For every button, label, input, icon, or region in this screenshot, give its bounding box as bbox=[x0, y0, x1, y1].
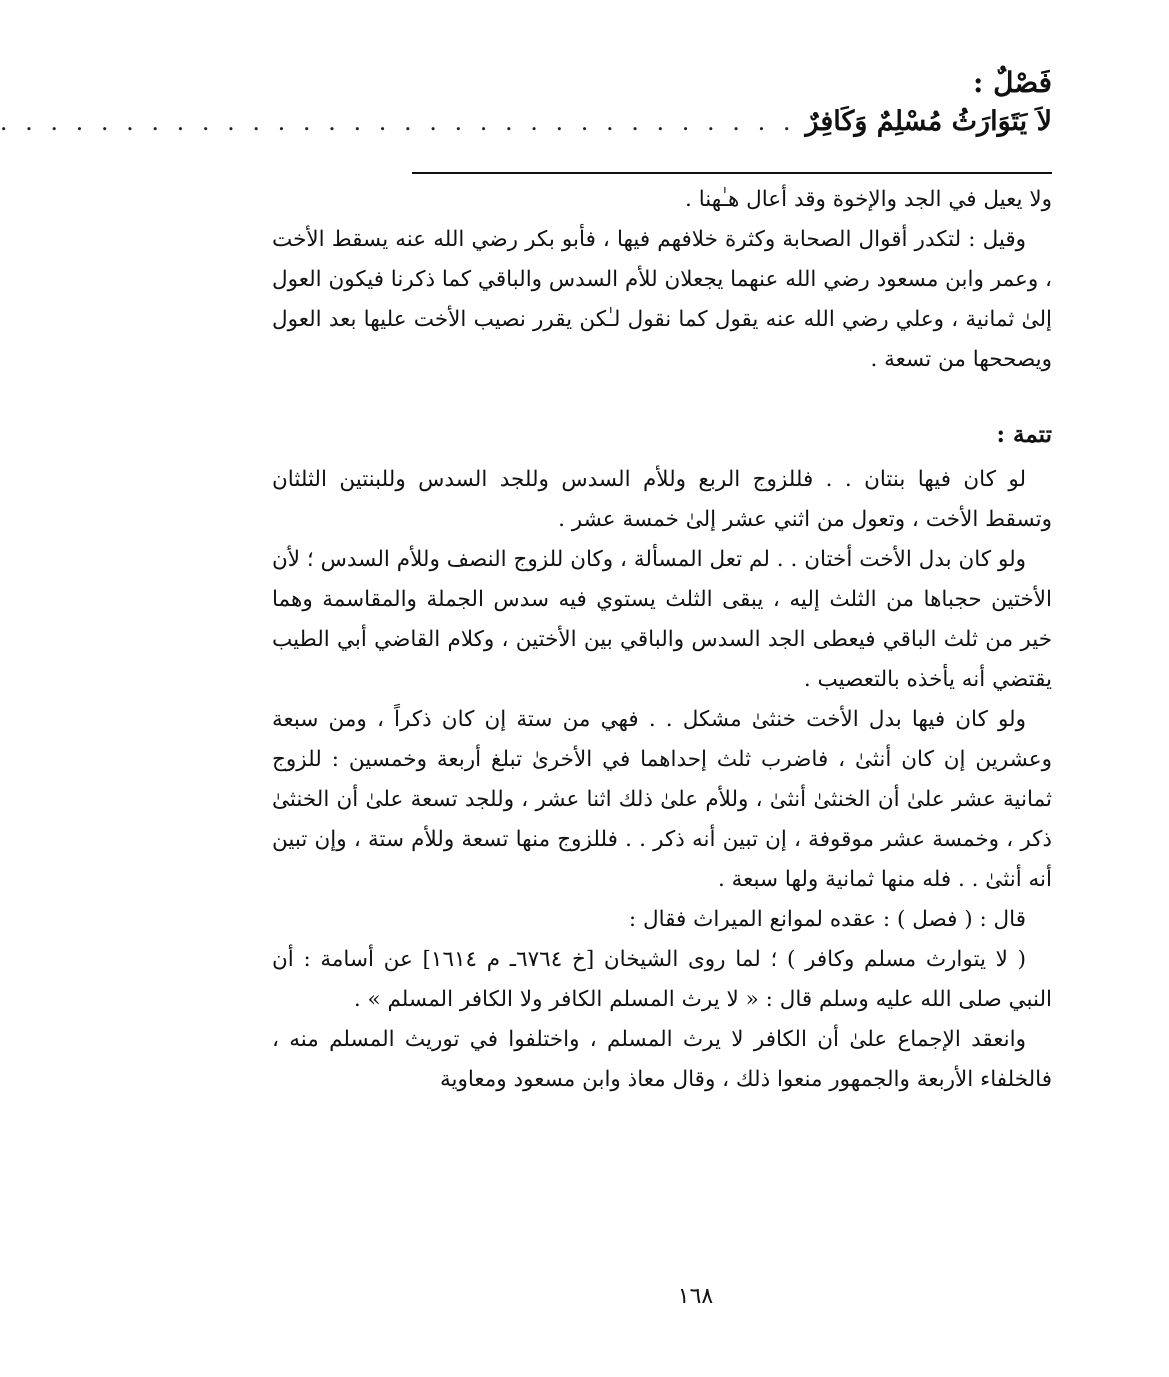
divider-rule bbox=[412, 172, 1052, 174]
paragraph: لو كان فيها بنتان . . فللزوج الربع وللأم السدس وللجد السدس وللبنتين الثلثان وتسقط الأخت ، وتعول من اثني عشر إلىٰ خمسة عشر . bbox=[272, 467, 1052, 532]
dotted-leader: . . . . . . . . . . . . . . . . . . . . . . . . . . . . . . . . bbox=[0, 108, 796, 136]
matn-line bbox=[0, 106, 1052, 170]
paragraph: قال : ( فصل ) : عقده لموانع الميراث فقال : bbox=[628, 907, 1026, 932]
paragraph: ( لا يتوارث مسلم وكافر ) ؛ لما روى الشيخان [خ ٦٧٦٤ـ م ١٦١٤] عن أسامة : أن النبي صلى الله عليه وسلم قال : « لا يرث المسلم الكافر ولا الكافر المسلم » . bbox=[272, 947, 1052, 1012]
spacer bbox=[272, 380, 1052, 410]
paragraph: ولو كان بدل الأخت أختان . . لم تعل المسألة ، وكان للزوج النصف وللأم السدس ؛ لأن الأختين حجباها من الثلث إليه ، يبقى الثلث يستوي فيه سدس الجملة والمقاسمة وهما خير من ثلث الباقي فيعطى الجد السدس والباقي بين الأختين ، وكلام القاضي أبي الطيب يقتضي أنه يأخذه بالتعصيب . bbox=[272, 547, 1052, 692]
tatimma-heading: تتمة : bbox=[996, 421, 1052, 448]
page-content bbox=[0, 60, 1052, 1100]
paragraph: وانعقد الإجماع علىٰ أن الكافر لا يرث المسلم ، واختلفوا في توريث المسلم منه ، فالخلفاء الأربعة والجمهور منعوا ذلك ، وقال معاذ وابن مسعود ومعاوية bbox=[272, 1027, 1052, 1092]
matn-text: لاَ يَتَوَارَثُ مُسْلِمٌ وَكَافِرٌ bbox=[805, 106, 1052, 137]
paragraph: ولا يعيل في الجد والإخوة وقد أعال هـٰهنا . bbox=[685, 187, 1052, 212]
paragraph: ولو كان فيها بدل الأخت خنثىٰ مشكل . . فهي من ستة إن كان ذكراً ، ومن سبعة وعشرين إن كان أنثىٰ ، فاضرب ثلث إحداهما في الأخرىٰ تبلغ أربعة وخمسين : للزوج ثمانية عشر علىٰ أن الخنثىٰ أنثىٰ ، وللأم علىٰ ذلك اثنا عشر ، وللجد تسعة علىٰ أن الخنثىٰ ذكر ، وخمسة عشر موقوفة ، إن تبين أنه ذكر . . فللزوج منها تسعة وللأم ستة ، وإن تبين أنه أنثىٰ . . فله منها ثمانية ولها سبعة . bbox=[272, 707, 1052, 892]
paragraph: وقيل : لتكدر أقوال الصحابة وكثرة خلافهم فيها ، فأبو بكر رضي الله عنه يسقط الأخت ، وعمر وابن مسعود رضي الله عنهما يجعلان للأم السدس والباقي كما ذكرنا فيكون العول إلىٰ ثمانية ، وعلي رضي الله عنه يقول كما نقول لـٰكن يقرر نصيب الأخت عليها بعد العول ويصححها من تسعة . bbox=[271, 227, 1052, 372]
page-number: ١٦٨ bbox=[677, 1284, 714, 1309]
section-heading: فَصْلٌ : bbox=[973, 66, 1052, 99]
